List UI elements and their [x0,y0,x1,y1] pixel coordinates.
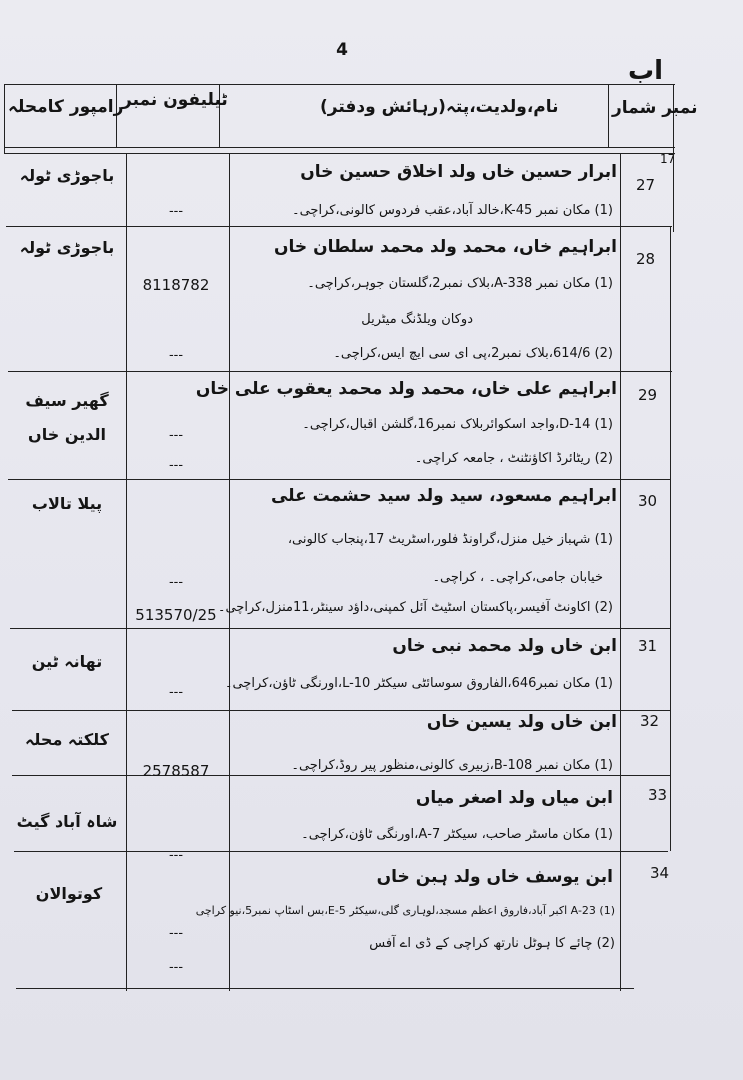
address-line: دوکان ویلڈنگ میٹریل [361,312,473,327]
header-name-address: نام،ولدیت،پتہ(رہائش ودفتر) [320,97,559,117]
serial-number: 33 [648,786,668,804]
telephone-value: --- [168,204,184,219]
corner-mark: 17 [660,152,676,166]
telephone-value: --- [168,575,184,590]
entry-name: ابرار حسین خاں ولد اخلاق حسین خاں [300,162,617,182]
telephone-value: --- [168,428,184,443]
mohalla-name: شاہ آباد گیٹ [16,812,118,831]
mohalla-name: گھیر سیف الدین خاں [25,391,109,444]
entry-name: ابراہیم مسعود، سید ولد سید حشمت علی [270,486,617,506]
serial-number: 34 [650,864,670,882]
telephone-value: --- [168,348,184,363]
address-line: (2) 614/6،بلاک نمبر2،پی ای سی ایچ ایس،کراچی۔ [333,346,613,361]
address-line: (1) A-23 اکبر آباد،فاروق اعظم مسجد،لوہاری گلی،سیکٹر 5-E،بس اسٹاپ نمبر5،نیو کراچی [195,904,615,917]
section-letter: اب [628,56,664,86]
address-line: (1) شہباز خیل منزل،گراونڈ فلور،اسٹریٹ 17،پنجاب کالونی، [287,532,613,547]
telephone-value: --- [168,848,184,863]
serial-number: 32 [640,712,660,730]
address-line: (1) مکان نمبر B-108،زبیری کالونی،منظور پیر روڈ،کراچی۔ [291,758,613,773]
address-line: (1) D-14،واجد اسکوائربلاک نمبر16،گلشن اقبال،کراچی۔ [302,417,613,432]
mohalla-name: تھانہ ٹین [31,652,103,671]
entry-name: ابراہیم علی خاں، محمد ولد محمد یعقوب علی خاں [195,379,617,399]
entry-name: ابن میاں ولد اصغر میاں [415,788,613,808]
address-line: (2) ریٹائرڈ اکاؤنٹنٹ ، جامعہ کراچی۔ [414,451,613,466]
telephone-value: --- [168,458,184,473]
telephone-value: 8118782 [142,276,210,294]
entry-name: ابن یوسف خاں ولد ہبن خاں [376,867,613,887]
mohalla-name: باجوڑی ٹولہ [19,238,115,257]
mohalla-name: پیلا تالاب [31,494,103,513]
mohalla-name: کوتوالان [35,884,103,903]
entry-name: ابراہیم خاں، محمد ولد محمد سلطان خاں [274,237,617,257]
address-line: (1) مکان نمبر A-338،بلاک نمبر2،گلستان جوہر،کراچی۔ [307,276,613,291]
serial-number: 28 [636,250,656,268]
address-line: خیابان جامی،کراچی۔ ، کراچی۔ [432,570,603,585]
page-number: 4 [336,40,348,60]
address-line: (1) مکان نمبر646،الفاروق سوسائٹی سیکٹر L-10،اورنگی ٹاؤن،کراچی۔ [224,676,613,691]
header-telephone: ٹیلیفون نمبر [122,90,228,110]
serial-number: 27 [636,176,656,194]
address-line: (1) مکان ماسٹر صاحب، سیکٹر 7-A،اورنگی ٹاؤن،کراچی۔ [301,827,613,842]
mohalla-name: کلکتہ محلہ [25,730,109,749]
entry-name: ابن خاں ولد یسین خاں [426,712,617,732]
header-mohalla: رامپور کامحلہ [8,97,124,117]
telephone-value: --- [168,960,184,975]
telephone-value: --- [168,685,184,700]
mohalla-name: باجوڑی ٹولہ [19,166,115,185]
serial-number: 31 [638,637,658,655]
address-line: (1) مکان نمبر K-45،خالد آباد،عقب فردوس کالونی،کراچی۔ [291,203,613,218]
header-serial: نمبر شمار [612,98,698,118]
telephone-value: --- [168,926,184,941]
serial-number: 29 [638,386,658,404]
address-line: (2) اکاونٹ آفیسر،پاکستان اسٹیٹ آئل کمپنی،داؤد سینٹر،11منزل،کراچی۔ [217,600,613,615]
entry-name: ابن خاں ولد محمد نبی خاں [392,636,617,656]
telephone-value: 513570/25 [135,606,217,624]
address-line: (2) چائے کا ہوٹل نارتھ کراچی کے ڈی اے آفس [369,936,615,951]
telephone-value: 2578587 [142,762,210,780]
serial-number: 30 [638,492,658,510]
